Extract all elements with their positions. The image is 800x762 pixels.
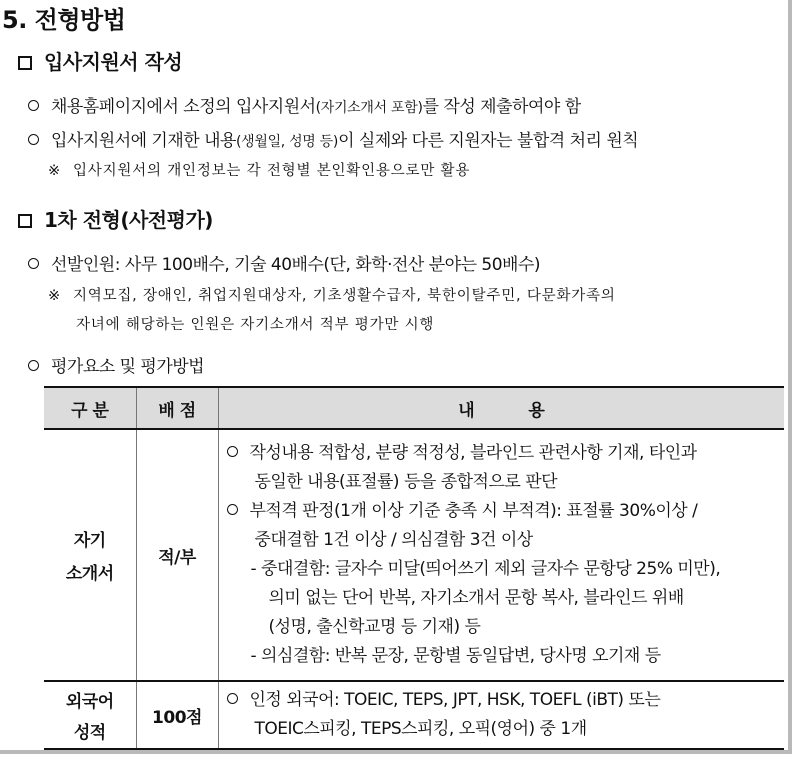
circle-bullet-icon [28,100,39,111]
bullet-false-info [28,126,638,151]
category-line: 자기 [73,531,106,551]
bullet-text: 선발인원: 사무 100배수, 기술 40배수(단, 화학·전산 분야는 50배수) [51,255,541,275]
square-bullet-icon [18,214,32,228]
note-mark: ※ [48,163,61,179]
circle-bullet-icon [28,134,39,145]
table-row [44,681,784,749]
content-line: (성명, 출신학교명 등 기재) 등 [268,617,481,637]
note-exemption-line2: 자녀에 해당하는 인원은 자기소개서 적부 평가만 시행 [76,317,435,333]
cell-content [218,429,784,681]
bullet-text: 입사지원서에 기재한 내용 [51,131,236,151]
bullet-submit-application [28,92,581,117]
heading-text: 입사지원서 작성 [44,50,183,74]
note-privacy [48,159,470,180]
circle-bullet-icon [227,504,238,515]
note-exemption [48,284,616,305]
circle-bullet-icon [28,360,39,371]
circle-bullet-icon [28,258,39,269]
note-text: 지역모집, 장애인, 취업지원대상자, 기초생활수급자, 북한이탈주민, 다문화가족의 [72,288,616,304]
content-text: 인정 외국어: TOEIC, TEPS, JPT, HSK, TOEFL (iBT) 또는 [249,690,661,710]
header-content: 내 용 [218,387,784,429]
bullet-small-text: (자기소개서 포함) [315,100,423,116]
content-line: - 의심결함: 반복 문장, 문항별 동일답변, 당사명 오기재 등 [250,646,661,666]
circle-bullet-icon [227,446,238,457]
cell-category [44,681,136,749]
content-text: 부적격 판정(1개 이상 기준 충족 시 부적격): 표절률 30%이상 / [249,501,698,521]
content-line: 의미 없는 단어 반복, 자기소개서 문항 복사, 블라인드 위배 [268,588,684,608]
circle-bullet-icon [227,693,238,704]
category-line: 외국어 [65,692,114,712]
note-text: 입사지원서의 개인정보는 각 전형별 본인확인용으로만 활용 [72,163,471,179]
table-row [44,429,784,681]
content-line [227,686,777,715]
content-line: 동일한 내용(표절률) 등을 종합적으로 판단 [254,472,558,492]
bullet-evaluation-method [28,352,204,377]
cell-score: 적/부 [136,429,218,681]
content-line: TOEIC스피킹, TEPS스피킹, 오픽(영어) 중 1개 [254,719,587,739]
bullet-small-text: (생월일, 성명 등) [235,134,339,150]
content-line [227,497,777,526]
cell-score: 100점 [136,681,218,749]
bullet-text: 를 작성 제출하여야 함 [422,97,581,117]
category-line: 소개서 [65,564,114,584]
content-line: - 중대결함: 글자수 미달(띄어쓰기 제외 글자수 문항당 25% 미만), [250,559,721,579]
heading-application [18,46,182,75]
evaluation-table [44,386,784,750]
square-bullet-icon [18,56,32,70]
content-text: 작성내용 적합성, 분량 적정성, 블라인드 관련사항 기재, 타인과 [249,443,697,463]
category-line: 성적 [73,723,106,743]
bullet-text: 이 실제와 다른 지원자는 불합격 처리 원칙 [338,131,639,151]
content-line [227,439,777,468]
bullet-selection-count [28,250,540,275]
heading-text: 1차 전형(사전평가) [44,208,213,232]
content-line: 중대결함 1건 이상 / 의심결함 3건 이상 [254,530,533,550]
bullet-text: 채용홈페이지에서 소정의 입사지원서 [51,97,316,117]
section-title: 5. 전형방법 [2,6,126,34]
header-category: 구 분 [44,387,136,429]
cell-category [44,429,136,681]
bullet-text: 평가요소 및 평가방법 [51,357,205,377]
header-score: 배 점 [136,387,218,429]
note-mark: ※ [48,288,61,304]
cell-content [218,681,784,749]
table-header-row [44,387,784,429]
heading-first-screening [18,204,213,233]
